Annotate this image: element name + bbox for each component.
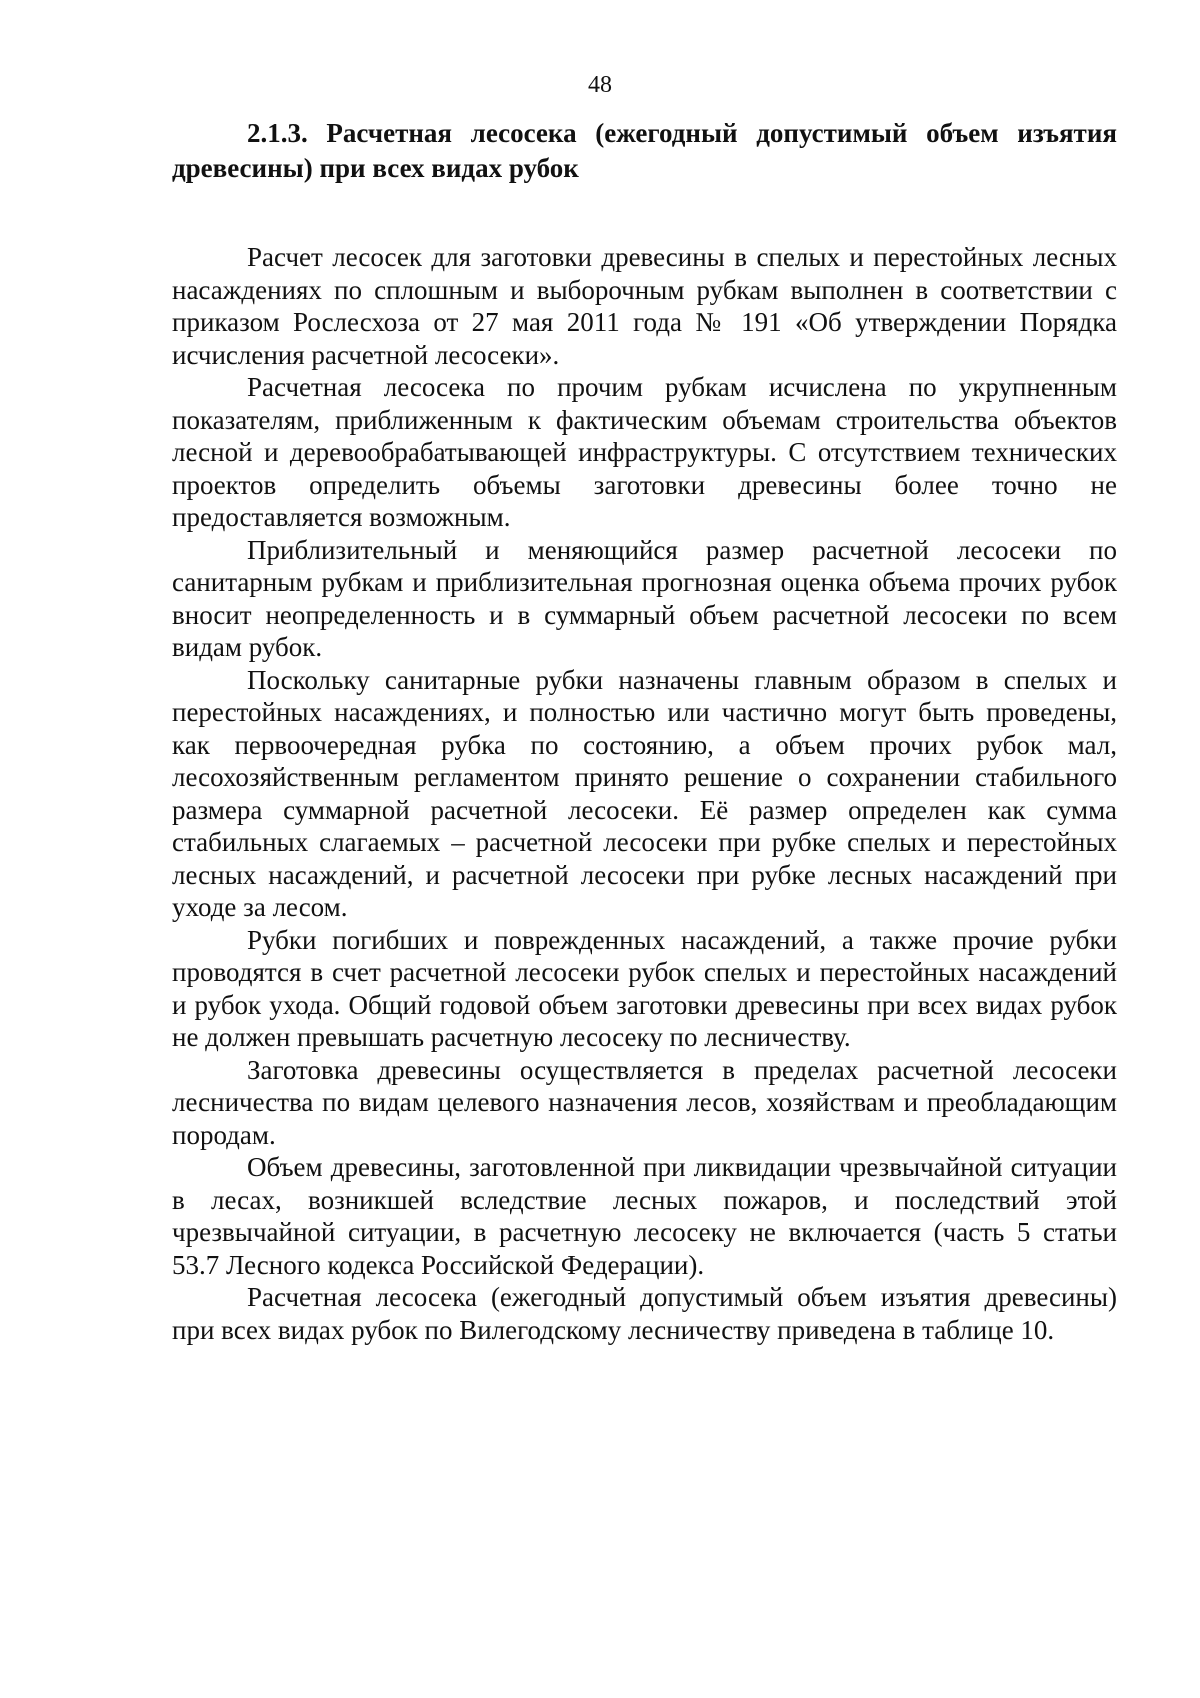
paragraph-damaged-stands: Рубки погибших и поврежденных насаждений, а также прочие рубки проводятся в счет расчетной лесосеки рубок спелых и перестойных насаждений и рубок ухода. Общий годовой объем заготовки древесины при всех видах рубок не должен превышать расчетную лесосеку по лесничеству. — [172, 924, 1117, 1052]
page-number: 48 — [588, 72, 612, 98]
section-title: 2.1.3. Расчетная лесосека (ежегодный допустимый объем изъятия древесины) при всех видах рубок — [172, 118, 1117, 183]
paragraph-harvesting-limits: Заготовка древесины осуществляется в пределах расчетной лесосеки лесничества по видам целевого назначения лесов, хозяйствам и преобладающим породам. — [172, 1054, 1117, 1150]
paragraph-allowable-cut-calculation: Расчет лесосек для заготовки древесины в спелых и перестойных лесных насаждениях по сплошным и выборочным рубкам выполнен в соответствии с приказом Рослесхоза от 27 мая 2011 года № 191 «Об утверждении Порядка исчисления расчетной лесосеки». — [172, 242, 1117, 370]
paragraph-table-reference: Расчетная лесосека (ежегодный допустимый объем изъятия древесины) при всех видах рубок по Вилегодскому лесничеству приведена в таблице 10. — [172, 1282, 1117, 1345]
paragraph-emergency-volume: Объем древесины, заготовленной при ликвидации чрезвычайной ситуации в лесах, возникшей вследствие лесных пожаров, и последствий этой чрезвычайной ситуации, в расчетную лесосеку не включается (часть 5 статьи 53.7 Лесного кодекса Российской Федерации). — [172, 1152, 1117, 1280]
paragraph-other-fellings: Расчетная лесосека по прочим рубкам исчислена по укрупненным показателям, приближенным к фактическим объемам строительства объектов лесной и деревообрабатывающей инфраструктуры. С отсутствием технических проектов определить объемы заготовки древесины более точно не предоставляется возможным. — [172, 372, 1117, 532]
paragraph-stable-size-decision: Поскольку санитарные рубки назначены главным образом в спелых и перестойных насаждениях, и полностью или частично могут быть проведены, как первоочередная рубка по состоянию, а объем прочих рубок мал, лесохозяйственным регламентом принято решение о сохранении стабильного размера суммарной расчетной лесосеки. Её размер определен как сумма стабильных слагаемых – расчетной лесосеки при рубке спелых и перестойных лесных насаждений, и расчетной лесосеки при рубке лесных насаждений при уходе за лесом. — [172, 664, 1117, 922]
paragraph-sanitary-fellings: Приблизительный и меняющийся размер расчетной лесосеки по санитарным рубкам и приблизительная прогнозная оценка объема прочих рубок вносит неопределенность и в суммарный объем расчетной лесосеки по всем видам рубок. — [172, 534, 1117, 662]
document-body — [172, 116, 1117, 1346]
